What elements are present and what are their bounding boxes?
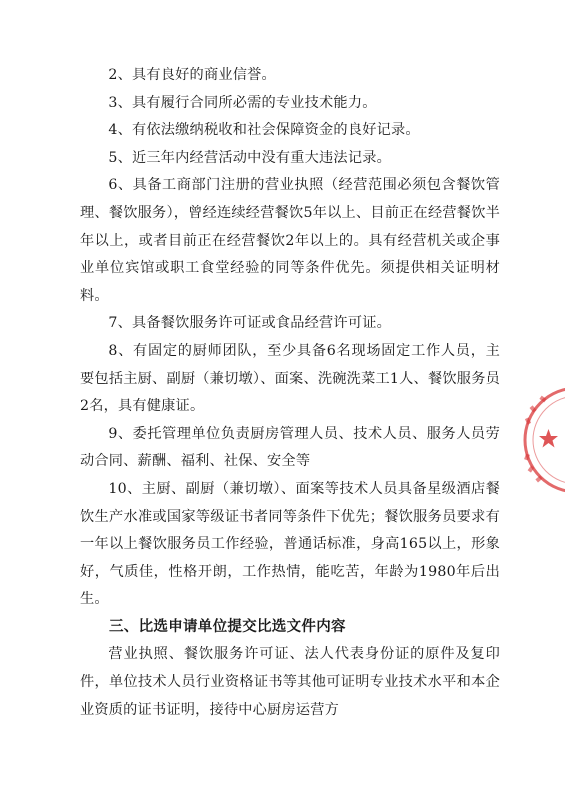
section-heading: 三、比选申请单位提交比选文件内容 <box>109 618 346 635</box>
requirement-6: 6、具备工商部门注册的营业执照（经营范围必须包含餐饮管理、餐饮服务），曾经连续经营餐饮5年以上、目前正在经营餐饮半年以上，或者目前正在经营餐饮2年以上的。具有经营机关或企事业单位宾馆或职工食堂经验的同等条件优先。须提供相关证明材料。 <box>80 177 500 304</box>
submission-paragraph: 营业执照、餐饮服务许可证、法人代表身份证的原件及复印件，单位技术人员行业资格证书等其他可证明专业技术水平和本企业资质的证书证明，接待中心厨房运营方 <box>80 646 500 718</box>
requirement-8: 8、有固定的厨师团队，至少具备6名现场固定工作人员，主要包括主厨、副厨（兼切墩）、面案、洗碗洗菜工1人、餐饮服务员2名，具有健康证。 <box>80 342 500 415</box>
requirement-5: 5、近三年内经营活动中没有重大违法记录。 <box>108 149 391 166</box>
requirement-4: 4、有依法缴纳税收和社会保障资金的良好记录。 <box>108 122 420 139</box>
requirement-10: 10、主厨、副厨（兼切墩）、面案等技术人员具备星级酒店餐饮生产水准或国家等级证书者同等条件下优先；餐饮服务员要求有一年以上餐饮服务员工作经验，普通话标准，身高165以上，形象好，气质佳，性格开朗，工作热情，能吃苦，年龄为1980年后出生。 <box>80 480 500 608</box>
requirement-3: 3、具有履行合同所必需的专业技术能力。 <box>108 94 377 111</box>
requirement-9: 9、委托管理单位负责厨房管理人员、技术人员、服务人员劳动合同、薪酬、福利、社保、安全等 <box>80 425 500 470</box>
requirement-7: 7、具备餐饮服务许可证或食品经营许可证。 <box>108 315 391 332</box>
seal-star <box>539 429 558 448</box>
requirement-2: 2、具有良好的商业信誉。 <box>108 67 276 83</box>
star-seal-icon <box>515 380 565 500</box>
document-body <box>80 62 500 724</box>
